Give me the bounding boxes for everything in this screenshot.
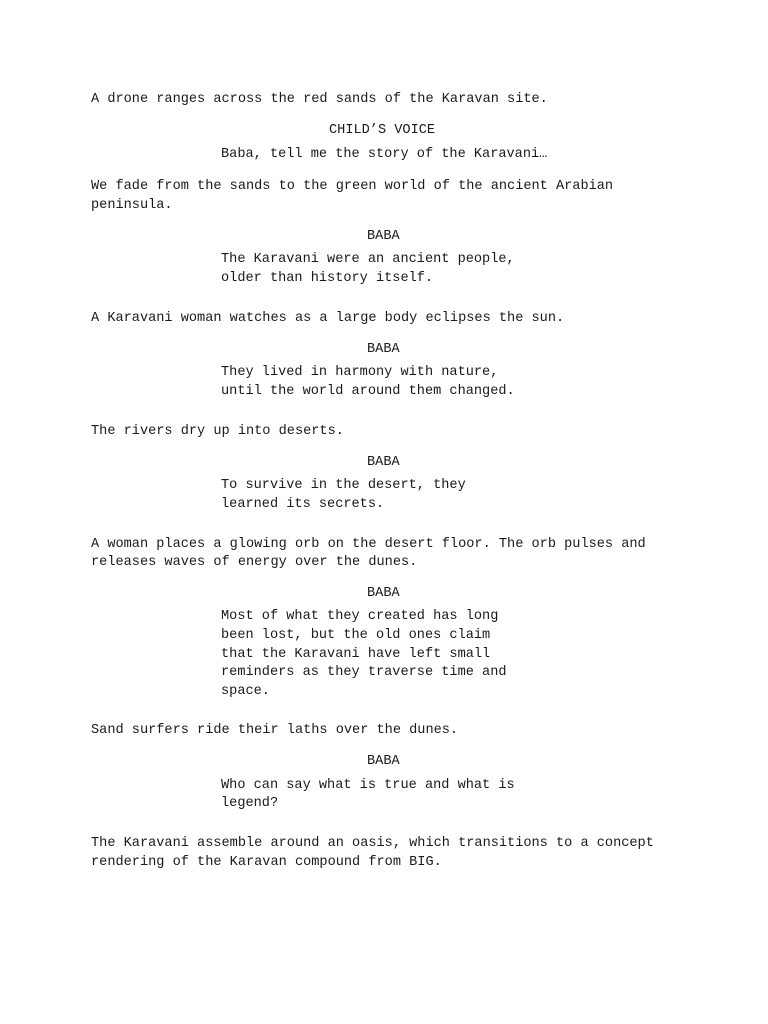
dialogue-line: Most of what they created has long [221, 609, 499, 624]
dialogue-line: space. [221, 684, 270, 699]
dialogue-line: They lived in harmony with nature, [221, 365, 499, 380]
character-name: BABA [367, 754, 400, 769]
dialogue-line: learned its secrets. [221, 497, 385, 512]
dialogue-line: that the Karavani have left small [221, 647, 491, 662]
action-line: peninsula. [91, 198, 173, 213]
dialogue-line: To survive in the desert, they [221, 478, 466, 493]
action-line: We fade from the sands to the green world of the ancient Arabian [91, 179, 614, 194]
character-name: BABA [367, 586, 400, 601]
character-name: BABA [367, 342, 400, 357]
dialogue-line: until the world around them changed. [221, 384, 515, 399]
action-line: The Karavani assemble around an oasis, which transitions to a concept [91, 836, 654, 851]
action-line: A drone ranges across the red sands of the Karavan site. [91, 92, 548, 107]
action-line: A Karavani woman watches as a large body eclipses the sun. [91, 311, 565, 326]
character-name: CHILD’S VOICE [329, 123, 436, 138]
dialogue-line: reminders as they traverse time and [221, 665, 507, 680]
dialogue-line: Who can say what is true and what is [221, 778, 515, 793]
action-line: A woman places a glowing orb on the desert floor. The orb pulses and [91, 537, 646, 552]
action-line: releases waves of energy over the dunes. [91, 555, 418, 570]
character-name: BABA [367, 229, 400, 244]
dialogue-line: legend? [221, 796, 279, 811]
action-line: rendering of the Karavan compound from BIG. [91, 855, 442, 870]
dialogue-line: been lost, but the old ones claim [221, 628, 491, 643]
dialogue-line: Baba, tell me the story of the Karavani… [221, 147, 548, 162]
dialogue-line: The Karavani were an ancient people, [221, 252, 515, 267]
dialogue-line: older than history itself. [221, 271, 434, 286]
action-line: The rivers dry up into deserts. [91, 424, 344, 439]
action-line: Sand surfers ride their laths over the dunes. [91, 723, 459, 738]
character-name: BABA [367, 455, 400, 470]
